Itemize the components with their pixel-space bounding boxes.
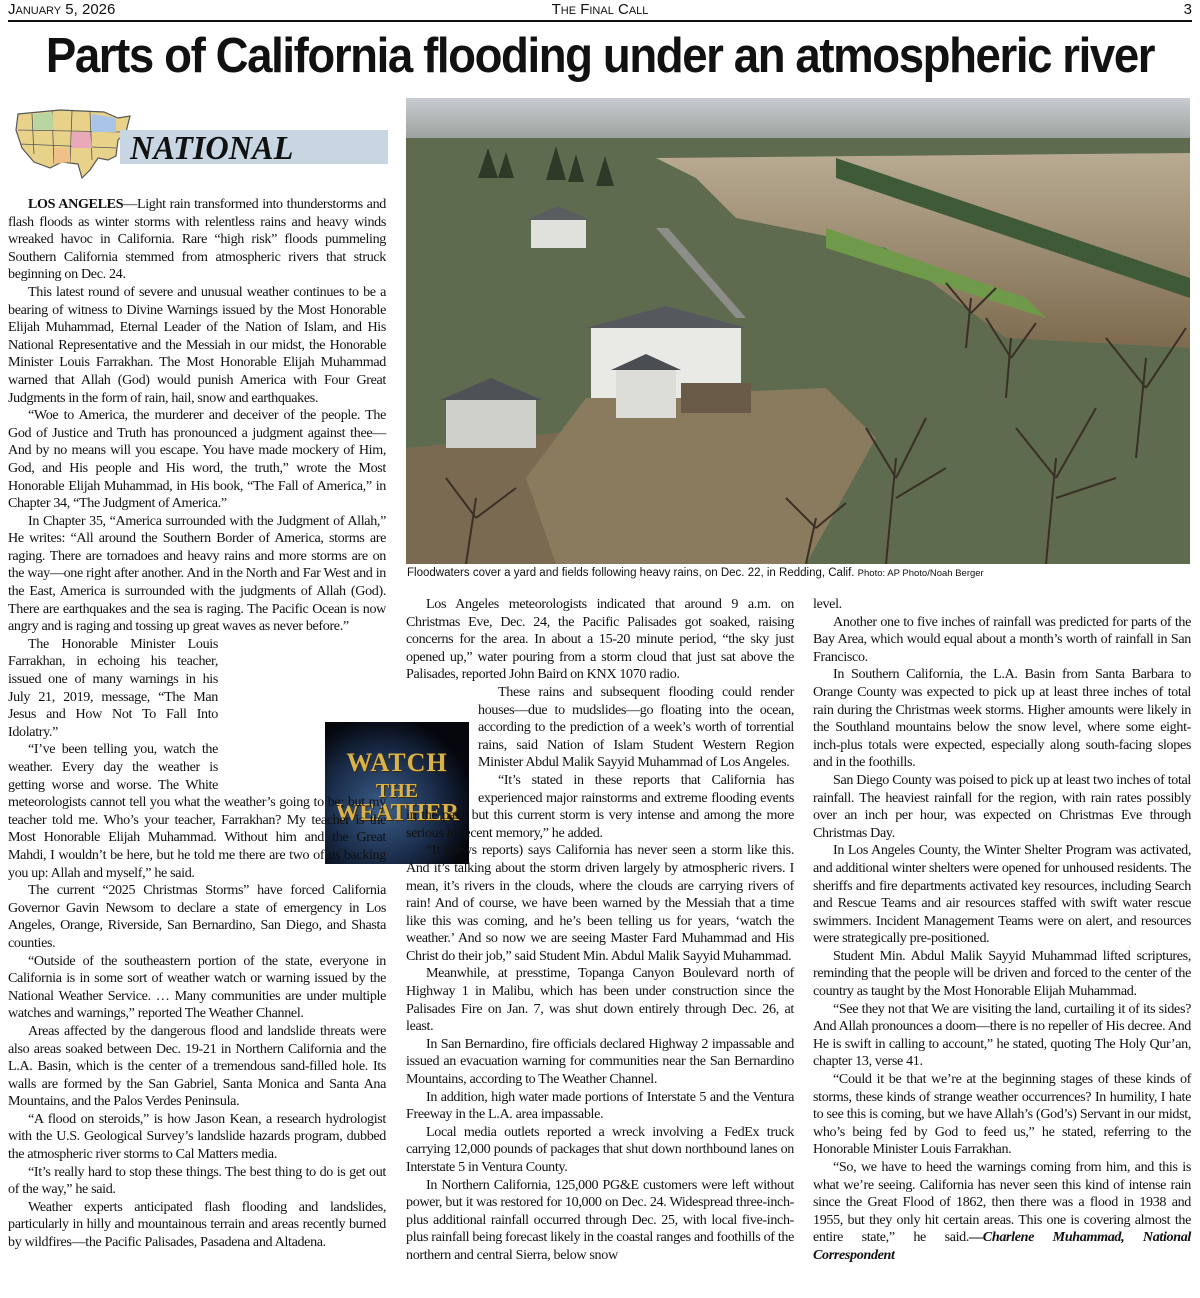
article-column-2 xyxy=(406,596,794,1265)
article-paragraph: Another one to five inches of rainfall was predicted for parts of the Bay Area, which would equal about a month’s worth of rainfall in San Francisco. xyxy=(813,613,1191,665)
us-map-icon xyxy=(12,104,134,184)
article-paragraph: Student Min. Abdul Malik Sayyid Muhammad lifted scriptures, reminding that the people will be driven and forced to the center of the country as taught by the Most Honorable Elijah Muhammad. xyxy=(813,947,1191,1000)
article-paragraph: The current “2025 Christmas Storms” have forced California Governor Gavin Newsom to declare a state of emergency in Los Angeles, Orange, Riverside, San Bernardino, San Diego, and Shasta counties. xyxy=(8,882,386,951)
inset-line-1: WATCH xyxy=(346,748,448,777)
article-paragraph: “It’s really hard to stop these things. The best thing to do is get out of the way,” he said. xyxy=(8,1163,386,1198)
page-folio xyxy=(8,0,1192,22)
article-paragraph: “Outside of the southeastern portion of the state, everyone in California is in some sort of weather watch or warning issued by the National Weather Service. … Many communities are under multiple watches and warnings,” reported The Weather Channel. xyxy=(8,952,386,1022)
section-logo xyxy=(12,104,388,184)
article-paragraph: Weather experts anticipated flash flooding and landslides, particularly in hilly and mountainous terrain and areas recently burned by wildfires—the Pacific Palisades, Pasadena and Altadena. xyxy=(8,1198,386,1251)
article-paragraph: Local media outlets reported a wreck involving a FedEx truck carrying 12,000 pounds of packages that shut down northbound lanes on Interstate 5 in Ventura County. xyxy=(406,1123,794,1175)
article-paragraph: In San Bernardino, fire officials declared Highway 2 impassable and issued an evacuation warning for communities near the San Bernardino Mountains, according to The Weather Channel. xyxy=(406,1035,794,1088)
article-paragraph: In Los Angeles County, the Winter Shelter Program was activated, and additional winter shelters were opened for unhoused residents. The sheriffs and fire departments activated key resources, including Search and Rescue Teams and air resources staffed with swift water rescue swimmers. Incident Management Teams were on alert, and resources were strategically pre-positioned. xyxy=(813,842,1191,947)
article-paragraph xyxy=(813,1159,1191,1265)
section-label: NATIONAL xyxy=(130,130,294,167)
inset-spacer xyxy=(226,642,386,786)
inset-line-3: WEATHER xyxy=(335,800,459,826)
issue-date: January 5, 2026 xyxy=(8,1,116,18)
article-paragraph: Areas affected by the dangerous flood and landslide threats were also areas soaked between Dec. 19-21 in Northern California and the L.A. Basin, which is the center of a tremendous sand-filled hole. Its walls are formed by the San Gabriel, Santa Monica and Santa Ana Mountains, and the Palos Verdes Peninsula. xyxy=(8,1022,386,1110)
article-paragraph: Los Angeles meteorologists indicated that around 9 a.m. on Christmas Eve, Dec. 24, the Pacific Palisades got soaked, raising concerns for the area. In about a 15-20 minute period, “the sky just opened up,” water pouring from a storm cloud that just sat above the Palisades, reported John Baird on KNX 1070 radio. xyxy=(406,596,794,683)
article-paragraph: In Northern California, 125,000 PG&E customers were left without power, but it was restored for 10,000 on Dec. 24. Widespread three-inch-plus additional rainfall occurred through Dec. 25, with local five-inch-plus rainfall being forecast likely in the coastal ranges and foothills of the northern and central Sierra, below snow xyxy=(406,1176,794,1263)
article-paragraph: “I’ve been telling you, watch the weather. Every day the weather is getting worse and worse. The White meteorologists cannot tell you what the weather’s going to be; but my teacher told me. Who’s your teacher, Farrakhan? My teacher is the Most Honorable Elijah Muhammad. Without him and the Great Mahdi, I wouldn’t be here, but he told me there are two of us backing you up: Allah and myself,” he said. xyxy=(8,741,386,881)
article-paragraph: San Diego County was poised to pick up at least two inches of total rainfall. The heaviest rainfall for the region, with rain rates possibly over an inch per hour, was expected on Christmas Eve through Christmas Day. xyxy=(813,771,1191,841)
closing-quote: “So, we have to heed the warnings coming from him, and this is what we’re seeing. California has never seen this kind of intense rain since the Great Flood of 1862, then there was a flood in 1938 and 1955, but they only hit certain areas. This one is covering almost the entire state,” he said. xyxy=(813,1159,1191,1246)
flood-photo xyxy=(406,98,1190,564)
article-paragraph: In Chapter 35, “America surrounded with the Judgment of Allah,” He writes: “All around the Southern Border of America, storms are raging. There are tornadoes and heavy rains and more storms are on the way—one right after another. And in the North and Far West and in the East, America is surrounded with the judgments of Allah (God). There are earthquakes and the sea is raging. The Pacific Ocean is now angry and is raging and tossing up great waves as never before.” xyxy=(8,512,386,635)
inset-line-2: THE xyxy=(375,780,419,802)
article-paragraph: This latest round of severe and unusual weather continues to be a bearing of witness to Divine Warnings issued by the Most Honorable Elijah Muhammad, Eternal Leader of the Nation of Islam, and His National Representative and the Messiah in our midst, the Honorable Minister Louis Farrakhan. The Most Honorable Elijah Muhammad warned that Allah (God) would punish America with Four Great Judgments in the form of rain, hail, snow and earthquakes. xyxy=(8,283,386,406)
article-paragraph: “It (news reports) says California has never seen a storm like this. And it’s talking about the storm driven largely by atmospheric rivers. I mean, it’s rivers in the clouds, where the clouds are carrying rivers of rain! And of course, we have been warned by the Messiah that a time like this was coming, and he’s been telling us for years, ‘watch the weather.’ And so now we are seeing Master Fard Muhammad and His Christ do their job,” said Student Min. Abdul Malik Sayyid Muhammad. xyxy=(406,842,794,964)
article-paragraph: “It’s stated in these reports that California has experienced major rainstorms and extreme flooding events in the past, but this current storm is very intense and among the more serious in recent memory,” he added. xyxy=(406,771,794,841)
article-paragraph: In Southern California, the L.A. Basin from Santa Barbara to Orange County was expected to pick up at least three inches of total rain during the Christmas week storms. Higher amounts were likely in the Southland mountains below the snow level, where some eight-inch-plus totals were expected, especially along south-facing slopes and in the foothills. xyxy=(813,666,1191,771)
article-paragraph: “Woe to America, the murderer and deceiver of the people. The God of Justice and Truth has pronounced a judgment against thee—And by no means will you escape. You have made mockery of Him, God, and His people and His word, the truth,” wrote the Most Honorable Elijah Muhammad, in His book, “The Fall of America,” in Chapter 34, “The Judgment of America.” xyxy=(8,407,386,512)
article-paragraph: In addition, high water made portions of Interstate 5 and the Ventura Freeway in the L.A. area impassable. xyxy=(406,1088,794,1123)
continued-line: level. xyxy=(813,596,842,612)
article-column-3 xyxy=(813,596,1191,1265)
byline: —Charlene Muhammad, National Correspondent xyxy=(813,1229,1191,1263)
photo-credit: Photo: AP Photo/Noah Berger xyxy=(857,568,984,579)
article-paragraph: LOS ANGELES—Light rain transformed into thunderstorms and flash floods as winter storms with relentless rains and heavy winds wreaked havoc in California. Rare “high risk” floods pummeling Southern California stemmed from atmospheric rivers that struck beginning on Dec. 24. xyxy=(8,196,386,283)
article-paragraph: “A flood on steroids,” is how Jason Kean, a research hydrologist with the U.S. Geological Survey’s landslide hazards program, dubbed the atmospheric river storms to Cal Matters media. xyxy=(8,1110,386,1163)
photo-caption xyxy=(407,567,1190,579)
page-number: 3 xyxy=(1183,1,1192,18)
article-paragraph: The Honorable Minister Louis Farrakhan, in echoing his teacher, issued one of many warnings in his July 21, 2019, message, “The Man Jesus and How Not To Fall Into Idolatry.” xyxy=(8,635,218,740)
caption-text: Floodwaters cover a yard and fields following heavy rains, on Dec. 22, in Redding, Calif. xyxy=(407,567,855,579)
paper-name: The Final Call xyxy=(551,1,649,18)
article-paragraph: “See they not that We are visiting the land, curtailing it of its sides? And Allah pronounces a doom—there is no repeller of His decree. And He is swift in calling to account,” he stated, quoting The Holy Qur’an, chapter 13, verse 41. xyxy=(813,1000,1191,1070)
inset-spacer xyxy=(398,684,470,804)
flood-scene-image xyxy=(406,98,1190,564)
article-paragraph: Meanwhile, at presstime, Topanga Canyon Boulevard north of Highway 1 in Malibu, which has been under construction since the Palisades Fire on Jan. 7, was shut down entirely through Dec. 26, at least. xyxy=(406,965,794,1035)
headline: Parts of California flooding under an atmospheric river xyxy=(45,29,1155,83)
article-column-1 xyxy=(8,196,386,1252)
dateline: LOS ANGELES xyxy=(28,196,124,212)
article-paragraph: These rains and subsequent flooding could render houses—due to mudslides—go floating into the ocean, according to the prediction of a week’s worth of torrential rains, said Nation of Islam Student Western Region Minister Abdul Malik Sayyid Muhammad of Los Angeles. xyxy=(478,683,794,771)
article-paragraph: “Could it be that we’re at the beginning stages of these kinds of storms, these kinds of strange weather occurrences? In humility, I hate to see this is coming, but we have Allah’s (God’s) Servant in our midst, who’s being fed by God to feed us,” he stated, referring to the Honorable Minister Louis Farrakhan. xyxy=(813,1071,1191,1158)
